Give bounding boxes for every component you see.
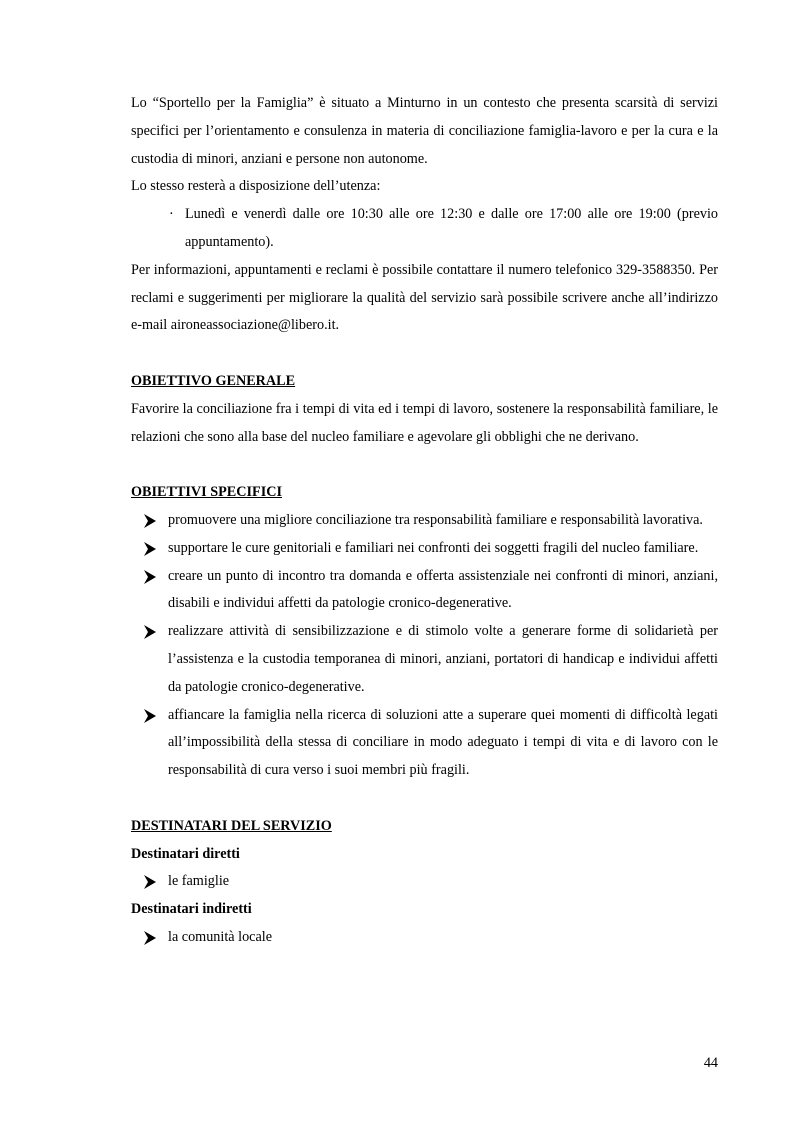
list-item-text: la comunità locale (168, 928, 272, 945)
section-heading-obiettivi-specifici: OBIETTIVI SPECIFICI (131, 484, 282, 501)
list-item-text: affiancare la famiglia nella ricerca di soluzioni atte a superare quei momenti di difficoltà legati all’impossibilità della stessa di conciliare in modo adeguato i tempi di vita e di lavoro con le responsabilità di cura verso i suoi membri più fragili. (168, 706, 718, 779)
section-heading-destinatari: DESTINATARI DEL SERVIZIO (131, 817, 332, 834)
arrowhead-bullet-icon (143, 570, 157, 584)
list-item (131, 563, 718, 619)
list-item-text: promuovere una migliore conciliazione tra responsabilità familiare e responsabilità lavorativa. (168, 511, 703, 528)
list-item (131, 618, 718, 701)
list-item-text: supportare le cure genitoriali e familiari nei confronti dei soggetti fragili del nucleo familiare. (168, 539, 699, 556)
destinatari-diretti-list (131, 868, 718, 896)
arrowhead-bullet-icon (143, 875, 157, 889)
list-item (131, 507, 718, 535)
destinatari-indiretti-label: Destinatari indiretti (131, 901, 252, 918)
intro-paragraph: Lo “Sportello per la Famiglia” è situato a Minturno in un contesto che presenta scarsità di servizi specifici per l’orientamento e consulenza in materia di conciliazione famiglia-lavoro e per la cura e la custodia di minori, anziani e persone non autonome. (131, 95, 718, 167)
list-item (131, 924, 718, 952)
availability-sentence: Lo stesso resterà a disposizione dell’utenza: (131, 178, 381, 195)
arrowhead-bullet-icon (143, 709, 157, 723)
arrowhead-bullet-icon (143, 931, 157, 945)
list-item-text: le famiglie (168, 873, 230, 890)
list-item (131, 535, 718, 563)
page-number: 44 (703, 1055, 718, 1071)
arrowhead-bullet-icon (143, 542, 157, 556)
section-heading-obiettivo-generale: OBIETTIVO GENERALE (131, 372, 296, 389)
bullet-dot-icon: · (169, 206, 174, 223)
contact-paragraph: Per informazioni, appuntamenti e reclami è possibile contattare il numero telefonico 329-3588350. Per reclami e suggerimenti per migliorare la qualità del servizio sarà possibile scrivere anche all’indirizzo e-mail aironeassociazione@libero.it. (131, 261, 718, 334)
list-item (131, 702, 718, 785)
destinatari-indiretti-list (131, 924, 718, 952)
document-page (131, 90, 718, 952)
list-item (131, 868, 718, 896)
obiettivo-generale-text: Favorire la conciliazione fra i tempi di vita ed i tempi di lavoro, sostenere la responsabilità familiare, le relazioni che sono alla base del nucleo familiare e agevolare gli obblighi che ne derivano. (131, 400, 718, 445)
schedule-list (131, 201, 718, 257)
list-item-text: realizzare attività di sensibilizzazione e di stimolo volte a generare forme di solidarietà per l’assistenza e la custodia temporanea di minori, anziani, portatori di handicap e individui affetti da patologie cronico-degenerative. (168, 623, 718, 695)
destinatari-diretti-label: Destinatari diretti (131, 845, 240, 862)
schedule-item (131, 201, 718, 257)
obiettivi-specifici-list (131, 507, 718, 785)
arrowhead-bullet-icon (143, 514, 157, 528)
schedule-text: Lunedì e venerdì dalle ore 10:30 alle ore 12:30 e dalle ore 17:00 alle ore 19:00 (previo appuntamento). (185, 206, 718, 250)
list-item-text: creare un punto di incontro tra domanda e offerta assistenziale nei confronti di minori, anziani, disabili e individui affetti da patologie cronico-degenerative. (168, 567, 718, 612)
arrowhead-bullet-icon (143, 625, 157, 639)
